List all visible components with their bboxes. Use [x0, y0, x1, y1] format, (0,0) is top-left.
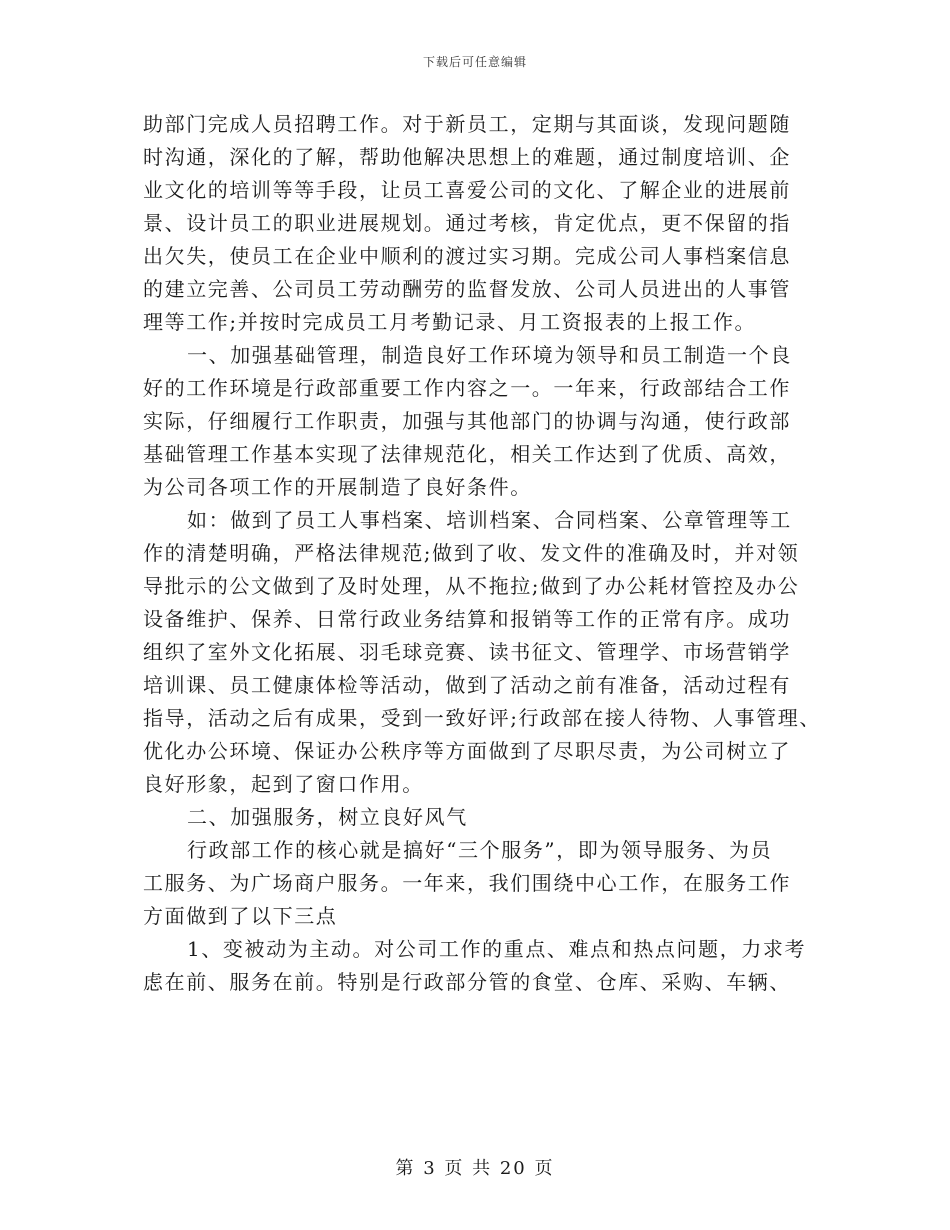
text-line: 如：做到了员工人事档案、培训档案、合同档案、公章管理等工: [187, 508, 792, 532]
text-line: 方面做到了以下三点: [143, 904, 338, 928]
text-line: 导批示的公文做到了及时处理，从不拖拉;做到了办公耗材管控及办公: [143, 574, 800, 598]
text-line: 作的清楚明确，严格法律规范;做到了收、发文件的准确及时，并对领: [143, 541, 800, 565]
text-line: 景、设计员工的职业进展规划。通过考核，肯定优点，更不保留的指: [143, 211, 791, 235]
text-line: 理等工作;并按时完成员工月考勤记录、月工资报表的上报工作。: [143, 310, 757, 334]
text-line: 为公司各项工作的开展制造了良好条件。: [143, 475, 532, 499]
body-text: [143, 108, 823, 999]
text-line: 虑在前、服务在前。特别是行政部分管的食堂、仓库、采购、车辆、: [143, 970, 791, 994]
text-line: 好的工作环境是行政部重要工作内容之一。一年来，行政部结合工作: [143, 376, 791, 400]
text-line: 指导，活动之后有成果，受到一致好评;行政部在接人待物、人事管理、: [143, 706, 821, 730]
text-line: 助部门完成人员招聘工作。对于新员工，定期与其面谈，发现问题随: [143, 112, 791, 136]
page-header: 下载后可任意编辑: [422, 55, 527, 69]
text-line: 出欠失，使员工在企业中顺利的渡过实习期。完成公司人事档案信息: [143, 244, 791, 268]
text-line: 业文化的培训等等手段，让员工喜爱公司的文化、了解企业的进展前: [143, 178, 791, 202]
text-line: 一、加强基础管理，制造良好工作环境为领导和员工制造一个良: [187, 343, 792, 367]
text-line: 组织了室外文化拓展、羽毛球竞赛、读书征文、管理学、市场营销学: [143, 640, 791, 664]
text-line: 1、变被动为主动。对公司工作的重点、难点和热点问题，力求考: [187, 937, 807, 961]
text-line: 优化办公环境、保证办公秩序等方面做到了尽职尽责，为公司树立了: [143, 739, 791, 763]
text-line: 实际，仔细履行工作职责，加强与其他部门的协调与沟通，使行政部: [143, 409, 791, 433]
page-footer: 第 3 页 共 20 页: [395, 1158, 555, 1179]
text-line: 良好形象，起到了窗口作用。: [143, 772, 424, 796]
text-line: 工服务、为广场商户服务。一年来，我们围绕中心工作，在服务工作: [143, 871, 791, 895]
text-line: 二、加强服务，树立良好风气: [187, 805, 468, 829]
text-line: 设备维护、保养、日常行政业务结算和报销等工作的正常有序。成功: [143, 607, 791, 631]
text-line: 时沟通，深化的了解，帮助他解决思想上的难题，通过制度培训、企: [143, 145, 791, 169]
text-line: 行政部工作的核心就是搞好“三个服务”，即为领导服务、为员: [187, 838, 773, 862]
text-line: 的建立完善、公司员工劳动酬劳的监督发放、公司人员进出的人事管: [143, 277, 791, 301]
text-line: 基础管理工作基本实现了法律规范化，相关工作达到了优质、高效，: [143, 442, 791, 466]
text-line: 培训课、员工健康体检等活动，做到了活动之前有准备，活动过程有: [143, 673, 791, 697]
